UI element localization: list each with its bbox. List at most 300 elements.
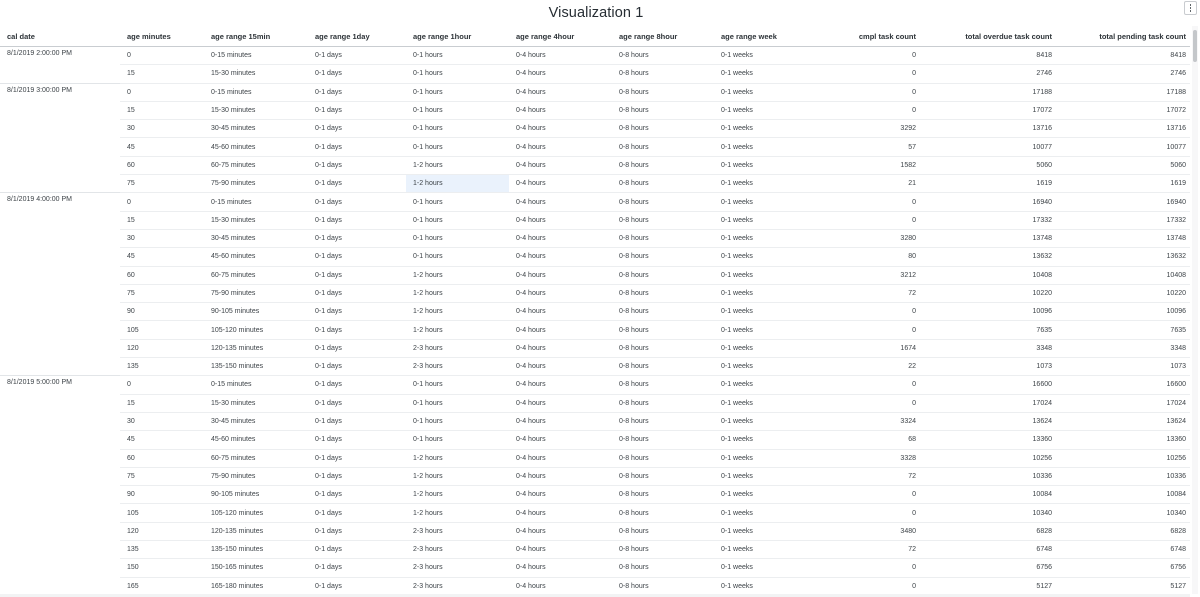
cell-age-range-4hour[interactable]: 0-4 hours [509,248,612,266]
cell-age-range-1day[interactable]: 0-1 days [308,559,406,577]
cell-age-minutes[interactable]: 15 [120,394,204,412]
cell-total-pending-task-count[interactable]: 5060 [1056,156,1190,174]
cell-age-minutes[interactable]: 150 [120,559,204,577]
cell-age-minutes[interactable]: 165 [120,577,204,594]
cell-age-range-1hour[interactable]: 2-3 hours [406,541,509,559]
cell-total-pending-task-count[interactable]: 10220 [1056,284,1190,302]
cell-cmpl-task-count[interactable]: 3328 [808,449,920,467]
cell-age-range-week[interactable]: 0-1 weeks [714,321,808,339]
cell-age-minutes[interactable]: 30 [120,229,204,247]
cell-age-range-8hour[interactable]: 0-8 hours [612,339,714,357]
cell-age-minutes[interactable]: 0 [120,193,204,211]
cell-age-range-4hour[interactable]: 0-4 hours [509,175,612,193]
cell-age-range-15min[interactable]: 120-135 minutes [204,522,308,540]
cell-age-range-week[interactable]: 0-1 weeks [714,358,808,376]
cell-total-overdue-task-count[interactable]: 5060 [920,156,1056,174]
cell-age-range-8hour[interactable]: 0-8 hours [612,412,714,430]
cell-age-range-8hour[interactable]: 0-8 hours [612,431,714,449]
cell-age-range-1day[interactable]: 0-1 days [308,211,406,229]
cell-age-minutes[interactable]: 45 [120,431,204,449]
cell-age-range-1hour[interactable]: 1-2 hours [406,486,509,504]
cell-age-range-4hour[interactable]: 0-4 hours [509,376,612,394]
cell-cmpl-task-count[interactable]: 0 [808,504,920,522]
cell-total-pending-task-count[interactable]: 13624 [1056,412,1190,430]
cell-age-minutes[interactable]: 75 [120,467,204,485]
column-header-cal-date[interactable]: cal date [0,26,120,47]
cell-age-range-week[interactable]: 0-1 weeks [714,193,808,211]
cell-age-range-1day[interactable]: 0-1 days [308,358,406,376]
cell-total-overdue-task-count[interactable]: 13748 [920,229,1056,247]
cell-age-range-1day[interactable]: 0-1 days [308,284,406,302]
cell-age-range-1hour[interactable]: 1-2 hours [406,467,509,485]
cell-total-overdue-task-count[interactable]: 8418 [920,47,1056,65]
cell-cmpl-task-count[interactable]: 0 [808,65,920,83]
cell-cmpl-task-count[interactable]: 0 [808,303,920,321]
cell-age-minutes[interactable]: 30 [120,412,204,430]
cell-age-range-4hour[interactable]: 0-4 hours [509,156,612,174]
cell-age-range-8hour[interactable]: 0-8 hours [612,522,714,540]
cell-total-pending-task-count[interactable]: 10256 [1056,449,1190,467]
cell-total-overdue-task-count[interactable]: 16940 [920,193,1056,211]
cell-age-range-1day[interactable]: 0-1 days [308,541,406,559]
cell-cmpl-task-count[interactable]: 0 [808,47,920,65]
cell-age-range-week[interactable]: 0-1 weeks [714,211,808,229]
column-header-age-range-4hour[interactable]: age range 4hour [509,26,612,47]
cell-age-minutes[interactable]: 15 [120,101,204,119]
cell-age-range-week[interactable]: 0-1 weeks [714,486,808,504]
cell-total-overdue-task-count[interactable]: 17072 [920,101,1056,119]
cell-age-range-4hour[interactable]: 0-4 hours [509,83,612,101]
cell-total-pending-task-count[interactable]: 8418 [1056,47,1190,65]
cell-age-range-4hour[interactable]: 0-4 hours [509,504,612,522]
cell-age-range-4hour[interactable]: 0-4 hours [509,120,612,138]
cell-age-range-week[interactable]: 0-1 weeks [714,47,808,65]
cell-age-range-1hour[interactable]: 1-2 hours [406,321,509,339]
cell-age-range-1hour[interactable]: 0-1 hours [406,211,509,229]
cell-total-pending-task-count[interactable]: 13716 [1056,120,1190,138]
cell-age-range-1day[interactable]: 0-1 days [308,65,406,83]
cell-age-range-1day[interactable]: 0-1 days [308,431,406,449]
cell-cmpl-task-count[interactable]: 1582 [808,156,920,174]
cell-age-range-15min[interactable]: 0-15 minutes [204,193,308,211]
cell-age-range-15min[interactable]: 15-30 minutes [204,211,308,229]
data-table-container[interactable] [0,26,1190,594]
cell-age-range-8hour[interactable]: 0-8 hours [612,358,714,376]
cell-cal-date[interactable]: 8/1/2019 4:00:00 PM [0,193,120,376]
cell-age-minutes[interactable]: 15 [120,65,204,83]
cell-age-range-8hour[interactable]: 0-8 hours [612,321,714,339]
cell-age-minutes[interactable]: 90 [120,486,204,504]
cell-age-range-15min[interactable]: 165-180 minutes [204,577,308,594]
cell-age-range-15min[interactable]: 15-30 minutes [204,65,308,83]
cell-age-range-15min[interactable]: 15-30 minutes [204,394,308,412]
cell-age-range-week[interactable]: 0-1 weeks [714,101,808,119]
cell-total-overdue-task-count[interactable]: 10077 [920,138,1056,156]
cell-age-minutes[interactable]: 90 [120,303,204,321]
column-header-age-range-1hour[interactable]: age range 1hour [406,26,509,47]
cell-age-range-1hour[interactable]: 1-2 hours [406,449,509,467]
cell-age-minutes[interactable]: 120 [120,522,204,540]
cell-cmpl-task-count[interactable]: 68 [808,431,920,449]
cell-cmpl-task-count[interactable]: 0 [808,394,920,412]
cell-age-range-1hour[interactable]: 0-1 hours [406,65,509,83]
cell-total-overdue-task-count[interactable]: 10084 [920,486,1056,504]
cell-age-minutes[interactable]: 0 [120,376,204,394]
cell-age-range-15min[interactable]: 60-75 minutes [204,266,308,284]
cell-age-range-15min[interactable]: 0-15 minutes [204,376,308,394]
cell-cmpl-task-count[interactable]: 3212 [808,266,920,284]
cell-cal-date[interactable]: 8/1/2019 2:00:00 PM [0,47,120,84]
cell-total-overdue-task-count[interactable]: 5127 [920,577,1056,594]
cell-age-range-8hour[interactable]: 0-8 hours [612,284,714,302]
cell-age-range-8hour[interactable]: 0-8 hours [612,376,714,394]
cell-age-range-8hour[interactable]: 0-8 hours [612,467,714,485]
cell-age-range-8hour[interactable]: 0-8 hours [612,193,714,211]
cell-total-pending-task-count[interactable]: 17332 [1056,211,1190,229]
cell-age-range-week[interactable]: 0-1 weeks [714,156,808,174]
cell-age-range-week[interactable]: 0-1 weeks [714,376,808,394]
cell-age-range-week[interactable]: 0-1 weeks [714,431,808,449]
cell-total-overdue-task-count[interactable]: 17332 [920,211,1056,229]
cell-age-range-1day[interactable]: 0-1 days [308,522,406,540]
cell-age-range-1hour[interactable]: 0-1 hours [406,431,509,449]
cell-age-range-1day[interactable]: 0-1 days [308,449,406,467]
cell-age-range-1day[interactable]: 0-1 days [308,266,406,284]
cell-age-range-8hour[interactable]: 0-8 hours [612,504,714,522]
cell-total-pending-task-count[interactable]: 17072 [1056,101,1190,119]
cell-age-range-week[interactable]: 0-1 weeks [714,303,808,321]
cell-cmpl-task-count[interactable]: 57 [808,138,920,156]
cell-age-range-week[interactable]: 0-1 weeks [714,266,808,284]
cell-age-range-4hour[interactable]: 0-4 hours [509,65,612,83]
cell-total-overdue-task-count[interactable]: 6756 [920,559,1056,577]
cell-age-range-15min[interactable]: 15-30 minutes [204,101,308,119]
cell-age-range-8hour[interactable]: 0-8 hours [612,175,714,193]
cell-age-range-8hour[interactable]: 0-8 hours [612,138,714,156]
cell-age-range-15min[interactable]: 75-90 minutes [204,175,308,193]
cell-total-pending-task-count[interactable]: 7635 [1056,321,1190,339]
cell-age-range-8hour[interactable]: 0-8 hours [612,229,714,247]
cell-cmpl-task-count[interactable]: 3292 [808,120,920,138]
cell-age-range-week[interactable]: 0-1 weeks [714,120,808,138]
cell-age-range-15min[interactable]: 0-15 minutes [204,83,308,101]
cell-total-pending-task-count[interactable]: 10084 [1056,486,1190,504]
cell-age-range-4hour[interactable]: 0-4 hours [509,358,612,376]
cell-age-range-4hour[interactable]: 0-4 hours [509,321,612,339]
cell-total-overdue-task-count[interactable]: 13360 [920,431,1056,449]
cell-age-range-1hour[interactable]: 0-1 hours [406,138,509,156]
cell-age-range-15min[interactable]: 60-75 minutes [204,449,308,467]
cell-age-range-15min[interactable]: 45-60 minutes [204,431,308,449]
cell-age-minutes[interactable]: 105 [120,321,204,339]
cell-age-range-1hour[interactable]: 0-1 hours [406,376,509,394]
cell-age-range-8hour[interactable]: 0-8 hours [612,47,714,65]
cell-age-range-week[interactable]: 0-1 weeks [714,83,808,101]
cell-total-pending-task-count[interactable]: 10408 [1056,266,1190,284]
cell-age-minutes[interactable]: 60 [120,156,204,174]
cell-age-minutes[interactable]: 135 [120,541,204,559]
cell-age-range-week[interactable]: 0-1 weeks [714,175,808,193]
cell-age-range-week[interactable]: 0-1 weeks [714,522,808,540]
cell-total-overdue-task-count[interactable]: 13624 [920,412,1056,430]
cell-total-overdue-task-count[interactable]: 17188 [920,83,1056,101]
cell-age-range-1hour[interactable]: 0-1 hours [406,47,509,65]
cell-total-overdue-task-count[interactable]: 6748 [920,541,1056,559]
cell-age-range-4hour[interactable]: 0-4 hours [509,449,612,467]
column-header-age-range-15min[interactable]: age range 15min [204,26,308,47]
cell-total-overdue-task-count[interactable]: 10336 [920,467,1056,485]
cell-age-range-week[interactable]: 0-1 weeks [714,229,808,247]
cell-age-range-week[interactable]: 0-1 weeks [714,412,808,430]
cell-cmpl-task-count[interactable]: 80 [808,248,920,266]
column-header-age-range-8hour[interactable]: age range 8hour [612,26,714,47]
cell-age-range-1day[interactable]: 0-1 days [308,156,406,174]
column-header-total-pending-task-count[interactable]: total pending task count [1056,26,1190,47]
cell-age-range-1day[interactable]: 0-1 days [308,394,406,412]
column-header-cmpl-task-count[interactable]: cmpl task count [808,26,920,47]
cell-age-range-4hour[interactable]: 0-4 hours [509,522,612,540]
cell-total-pending-task-count[interactable]: 17024 [1056,394,1190,412]
cell-total-pending-task-count[interactable]: 10336 [1056,467,1190,485]
cell-age-range-1hour[interactable]: 2-3 hours [406,522,509,540]
cell-age-minutes[interactable]: 45 [120,138,204,156]
cell-age-range-1hour[interactable]: 1-2 hours [406,504,509,522]
cell-cmpl-task-count[interactable]: 0 [808,83,920,101]
cell-age-minutes[interactable]: 0 [120,83,204,101]
cell-age-range-1day[interactable]: 0-1 days [308,321,406,339]
cell-age-range-4hour[interactable]: 0-4 hours [509,47,612,65]
cell-age-range-1hour[interactable]: 2-3 hours [406,559,509,577]
vertical-scrollbar[interactable] [1192,26,1198,594]
cell-total-pending-task-count[interactable]: 3348 [1056,339,1190,357]
cell-total-overdue-task-count[interactable]: 1073 [920,358,1056,376]
cell-total-pending-task-count[interactable]: 17188 [1056,83,1190,101]
cell-total-pending-task-count[interactable]: 10340 [1056,504,1190,522]
cell-age-range-1hour[interactable]: 2-3 hours [406,577,509,594]
cell-age-range-1hour[interactable]: 0-1 hours [406,229,509,247]
cell-total-pending-task-count[interactable]: 5127 [1056,577,1190,594]
cell-age-range-8hour[interactable]: 0-8 hours [612,83,714,101]
cell-age-range-8hour[interactable]: 0-8 hours [612,156,714,174]
cell-total-pending-task-count[interactable]: 13748 [1056,229,1190,247]
cell-age-minutes[interactable]: 60 [120,266,204,284]
cell-age-range-4hour[interactable]: 0-4 hours [509,284,612,302]
cell-age-range-4hour[interactable]: 0-4 hours [509,394,612,412]
cell-cmpl-task-count[interactable]: 0 [808,486,920,504]
cell-cmpl-task-count[interactable]: 0 [808,211,920,229]
cell-age-minutes[interactable]: 45 [120,248,204,266]
cell-total-overdue-task-count[interactable]: 16600 [920,376,1056,394]
cell-age-range-4hour[interactable]: 0-4 hours [509,211,612,229]
cell-age-minutes[interactable]: 105 [120,504,204,522]
cell-age-range-4hour[interactable]: 0-4 hours [509,339,612,357]
cell-total-pending-task-count[interactable]: 10077 [1056,138,1190,156]
cell-total-pending-task-count[interactable]: 2746 [1056,65,1190,83]
cell-age-range-1day[interactable]: 0-1 days [308,120,406,138]
cell-age-minutes[interactable]: 75 [120,175,204,193]
cell-age-range-8hour[interactable]: 0-8 hours [612,211,714,229]
cell-total-pending-task-count[interactable]: 13360 [1056,431,1190,449]
cell-age-range-week[interactable]: 0-1 weeks [714,541,808,559]
cell-age-range-15min[interactable]: 60-75 minutes [204,156,308,174]
cell-total-overdue-task-count[interactable]: 7635 [920,321,1056,339]
cell-total-overdue-task-count[interactable]: 10340 [920,504,1056,522]
cell-age-range-4hour[interactable]: 0-4 hours [509,431,612,449]
cell-age-range-15min[interactable]: 90-105 minutes [204,486,308,504]
cell-age-range-8hour[interactable]: 0-8 hours [612,486,714,504]
scrollbar-thumb[interactable] [1193,30,1197,62]
cell-age-range-4hour[interactable]: 0-4 hours [509,138,612,156]
cell-age-range-1day[interactable]: 0-1 days [308,467,406,485]
cell-age-range-week[interactable]: 0-1 weeks [714,577,808,594]
cell-age-range-4hour[interactable]: 0-4 hours [509,467,612,485]
cell-total-pending-task-count[interactable]: 6748 [1056,541,1190,559]
cell-age-range-week[interactable]: 0-1 weeks [714,65,808,83]
cell-cmpl-task-count[interactable]: 21 [808,175,920,193]
cell-age-range-8hour[interactable]: 0-8 hours [612,101,714,119]
cell-age-range-4hour[interactable]: 0-4 hours [509,101,612,119]
column-header-total-overdue-task-count[interactable]: total overdue task count [920,26,1056,47]
cell-total-overdue-task-count[interactable]: 10408 [920,266,1056,284]
cell-total-pending-task-count[interactable]: 1073 [1056,358,1190,376]
cell-age-range-8hour[interactable]: 0-8 hours [612,559,714,577]
cell-age-range-1hour[interactable]: 1-2 hours [406,303,509,321]
cell-age-range-15min[interactable]: 45-60 minutes [204,138,308,156]
cell-cmpl-task-count[interactable]: 0 [808,101,920,119]
cell-total-overdue-task-count[interactable]: 10220 [920,284,1056,302]
cell-age-range-1hour[interactable]: 0-1 hours [406,83,509,101]
cell-age-range-8hour[interactable]: 0-8 hours [612,266,714,284]
cell-cal-date[interactable]: 8/1/2019 3:00:00 PM [0,83,120,193]
cell-age-range-1hour[interactable]: 1-2 hours [406,266,509,284]
cell-age-range-week[interactable]: 0-1 weeks [714,559,808,577]
cell-total-overdue-task-count[interactable]: 13632 [920,248,1056,266]
cell-total-overdue-task-count[interactable]: 17024 [920,394,1056,412]
cell-age-range-week[interactable]: 0-1 weeks [714,504,808,522]
cell-age-range-8hour[interactable]: 0-8 hours [612,449,714,467]
cell-age-range-week[interactable]: 0-1 weeks [714,394,808,412]
cell-total-pending-task-count[interactable]: 16940 [1056,193,1190,211]
cell-total-overdue-task-count[interactable]: 10096 [920,303,1056,321]
cell-age-range-4hour[interactable]: 0-4 hours [509,559,612,577]
cell-total-overdue-task-count[interactable]: 2746 [920,65,1056,83]
cell-age-range-4hour[interactable]: 0-4 hours [509,229,612,247]
cell-age-range-1hour[interactable]: 0-1 hours [406,193,509,211]
cell-total-pending-task-count[interactable]: 16600 [1056,376,1190,394]
cell-age-range-1day[interactable]: 0-1 days [308,339,406,357]
cell-age-range-8hour[interactable]: 0-8 hours [612,303,714,321]
cell-age-range-1day[interactable]: 0-1 days [308,412,406,430]
cell-cmpl-task-count[interactable]: 1674 [808,339,920,357]
cell-age-range-8hour[interactable]: 0-8 hours [612,248,714,266]
cell-age-range-1day[interactable]: 0-1 days [308,376,406,394]
cell-total-overdue-task-count[interactable]: 10256 [920,449,1056,467]
cell-age-range-1hour[interactable]: 2-3 hours [406,358,509,376]
cell-age-range-1day[interactable]: 0-1 days [308,504,406,522]
cell-age-range-4hour[interactable]: 0-4 hours [509,486,612,504]
cell-total-overdue-task-count[interactable]: 1619 [920,175,1056,193]
cell-cmpl-task-count[interactable]: 72 [808,467,920,485]
cell-age-range-1day[interactable]: 0-1 days [308,486,406,504]
column-header-age-minutes[interactable]: age minutes [120,26,204,47]
cell-cal-date[interactable]: 8/1/2019 5:00:00 PM [0,376,120,594]
cell-age-range-15min[interactable]: 90-105 minutes [204,303,308,321]
cell-age-range-15min[interactable]: 105-120 minutes [204,321,308,339]
cell-age-range-1day[interactable]: 0-1 days [308,303,406,321]
cell-cmpl-task-count[interactable]: 3480 [808,522,920,540]
cell-age-range-1hour[interactable]: 0-1 hours [406,412,509,430]
cell-age-range-1day[interactable]: 0-1 days [308,138,406,156]
cell-age-minutes[interactable]: 30 [120,120,204,138]
cell-age-range-4hour[interactable]: 0-4 hours [509,541,612,559]
cell-age-range-week[interactable]: 0-1 weeks [714,467,808,485]
cell-age-range-15min[interactable]: 75-90 minutes [204,284,308,302]
cell-age-range-4hour[interactable]: 0-4 hours [509,577,612,594]
cell-age-range-15min[interactable]: 150-165 minutes [204,559,308,577]
column-header-age-range-1day[interactable]: age range 1day [308,26,406,47]
cell-age-range-8hour[interactable]: 0-8 hours [612,541,714,559]
cell-age-range-15min[interactable]: 0-15 minutes [204,47,308,65]
cell-age-range-week[interactable]: 0-1 weeks [714,449,808,467]
cell-age-range-week[interactable]: 0-1 weeks [714,138,808,156]
cell-age-range-1hour[interactable]: 0-1 hours [406,248,509,266]
cell-age-range-1day[interactable]: 0-1 days [308,248,406,266]
cell-age-range-15min[interactable]: 135-150 minutes [204,358,308,376]
cell-age-range-week[interactable]: 0-1 weeks [714,284,808,302]
cell-age-minutes[interactable]: 0 [120,47,204,65]
cell-cmpl-task-count[interactable]: 0 [808,321,920,339]
cell-age-range-1hour[interactable]: 1-2 hours [406,156,509,174]
cell-age-range-week[interactable]: 0-1 weeks [714,339,808,357]
column-header-age-range-week[interactable]: age range week [714,26,808,47]
cell-cmpl-task-count[interactable]: 72 [808,284,920,302]
cell-age-range-15min[interactable]: 30-45 minutes [204,229,308,247]
cell-age-range-1day[interactable]: 0-1 days [308,193,406,211]
cell-age-range-8hour[interactable]: 0-8 hours [612,394,714,412]
cell-age-range-1day[interactable]: 0-1 days [308,229,406,247]
cell-total-pending-task-count[interactable]: 13632 [1056,248,1190,266]
cell-cmpl-task-count[interactable]: 0 [808,376,920,394]
cell-age-range-15min[interactable]: 45-60 minutes [204,248,308,266]
cell-total-overdue-task-count[interactable]: 13716 [920,120,1056,138]
cell-age-range-1day[interactable]: 0-1 days [308,101,406,119]
cell-cmpl-task-count[interactable]: 0 [808,193,920,211]
cell-age-range-1day[interactable]: 0-1 days [308,83,406,101]
cell-age-range-4hour[interactable]: 0-4 hours [509,193,612,211]
cell-total-overdue-task-count[interactable]: 3348 [920,339,1056,357]
cell-cmpl-task-count[interactable]: 3324 [808,412,920,430]
cell-total-pending-task-count[interactable]: 10096 [1056,303,1190,321]
cell-age-range-4hour[interactable]: 0-4 hours [509,303,612,321]
cell-cmpl-task-count[interactable]: 22 [808,358,920,376]
cell-age-range-1day[interactable]: 0-1 days [308,47,406,65]
cell-age-minutes[interactable]: 60 [120,449,204,467]
cell-age-range-1hour[interactable]: 0-1 hours [406,394,509,412]
cell-age-minutes[interactable]: 120 [120,339,204,357]
cell-age-range-1hour[interactable]: 0-1 hours [406,120,509,138]
cell-age-range-15min[interactable]: 30-45 minutes [204,120,308,138]
cell-total-pending-task-count[interactable]: 6828 [1056,522,1190,540]
cell-cmpl-task-count[interactable]: 0 [808,559,920,577]
cell-age-range-15min[interactable]: 75-90 minutes [204,467,308,485]
cell-age-range-1day[interactable]: 0-1 days [308,175,406,193]
cell-age-minutes[interactable]: 135 [120,358,204,376]
cell-age-range-4hour[interactable]: 0-4 hours [509,412,612,430]
vertical-ellipsis-icon[interactable] [1184,1,1197,15]
cell-age-range-15min[interactable]: 30-45 minutes [204,412,308,430]
cell-age-range-1hour[interactable]: 1-2 hours [406,284,509,302]
cell-age-range-1hour[interactable]: 0-1 hours [406,101,509,119]
